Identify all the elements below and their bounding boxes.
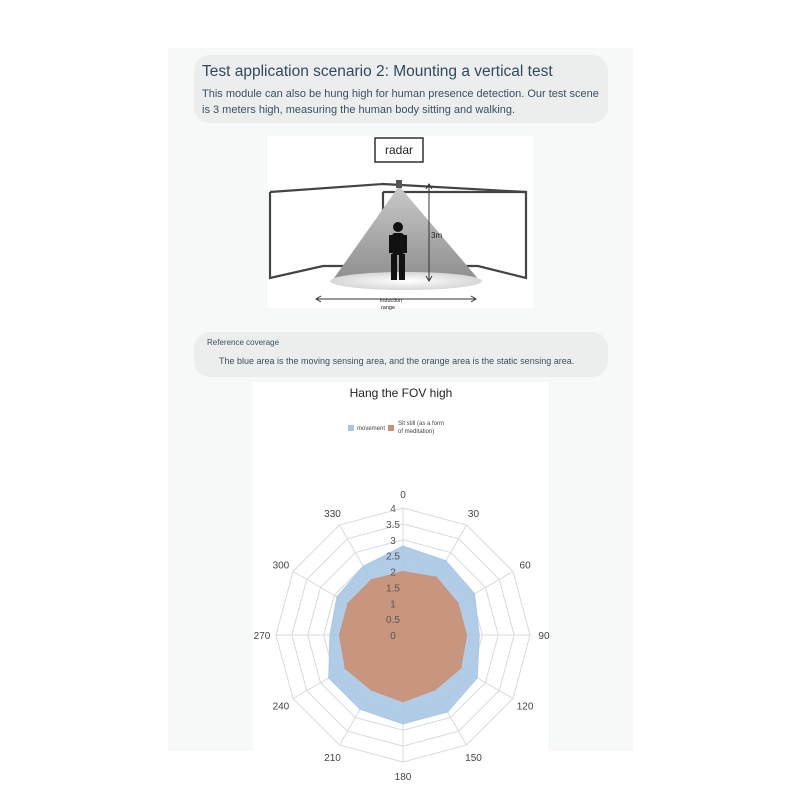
document-page — [168, 48, 633, 783]
angle-label: 0 — [400, 490, 406, 502]
legend-still-swatch — [388, 425, 394, 431]
still-point — [339, 634, 341, 636]
movement-point — [447, 711, 449, 713]
movement-point — [402, 723, 404, 725]
reference-card — [194, 332, 608, 377]
radar-label: radar — [384, 143, 414, 157]
still-point — [457, 602, 459, 604]
radial-tick-label: 2 — [390, 567, 396, 579]
radar-chart-svg — [253, 382, 550, 783]
movement-point — [476, 677, 478, 679]
angle-label: 150 — [465, 753, 482, 765]
legend-movement-swatch — [348, 425, 354, 431]
mounting-diagram — [268, 136, 533, 311]
height-label: 3m — [431, 231, 443, 240]
range-label-line2: range — [380, 305, 396, 311]
radial-tick-label: 4 — [390, 504, 396, 515]
still-point — [370, 579, 372, 581]
angle-label: 240 — [272, 701, 290, 713]
radial-tick-label: 1.5 — [386, 583, 400, 595]
movement-point — [363, 565, 365, 567]
mounting-diagram-svg — [268, 136, 533, 311]
radial-tick-label: 0.5 — [386, 615, 400, 627]
angle-label: 30 — [467, 508, 480, 520]
movement-point — [478, 634, 480, 636]
radial-tick-label: 3 — [390, 535, 396, 547]
movement-point — [329, 634, 331, 636]
angle-label: 120 — [516, 701, 534, 713]
still-point — [370, 689, 372, 691]
radial-tick-label: 0 — [390, 631, 396, 642]
sensing-cone — [332, 186, 480, 281]
still-point — [466, 634, 468, 636]
movement-point — [402, 545, 404, 547]
chart-title: Hang the FOV high — [349, 386, 453, 400]
still-point — [460, 668, 462, 670]
still-point — [402, 571, 404, 573]
angle-label: 330 — [324, 508, 341, 520]
legend-still-label-line2: of meditation) — [398, 429, 435, 435]
legend-still-label-line1: Sit still (as a form — [398, 421, 445, 427]
still-point — [434, 689, 436, 691]
angle-label: 90 — [538, 631, 550, 642]
still-point — [402, 701, 404, 703]
movement-point — [336, 596, 338, 598]
legend-movement-label: movement — [357, 426, 386, 432]
radial-tick-label: 2.5 — [386, 551, 400, 563]
movement-point — [445, 560, 447, 562]
radar-device-icon — [396, 180, 402, 188]
range-label-line1: Induction — [379, 298, 403, 304]
angle-label: 60 — [519, 560, 531, 572]
movement-point — [474, 593, 476, 595]
movement-point — [359, 708, 361, 710]
angle-label: 210 — [324, 753, 341, 765]
movement-point — [328, 677, 330, 679]
angle-label: 300 — [272, 560, 290, 572]
still-point — [344, 668, 346, 670]
angle-label: 270 — [253, 631, 271, 642]
still-point — [436, 576, 438, 578]
intro-card — [194, 55, 608, 123]
radial-tick-label: 3.5 — [386, 519, 400, 531]
reference-label: Reference coverage — [207, 338, 280, 347]
radial-tick-label: 1 — [390, 599, 396, 611]
angle-label: 180 — [394, 771, 412, 783]
radar-chart — [253, 382, 550, 783]
page-title: Test application scenario 2: Mounting a vertical test — [202, 63, 553, 80]
floor-coverage — [330, 272, 482, 290]
intro-description: This module can also be hung high for human presence detection. Our test scene is 3 meters high, measuring the human body sitting and walking. — [202, 88, 599, 116]
still-point — [347, 602, 349, 604]
reference-text: The blue area is the moving sensing area, and the orange area is the static sensing area. — [219, 356, 575, 366]
